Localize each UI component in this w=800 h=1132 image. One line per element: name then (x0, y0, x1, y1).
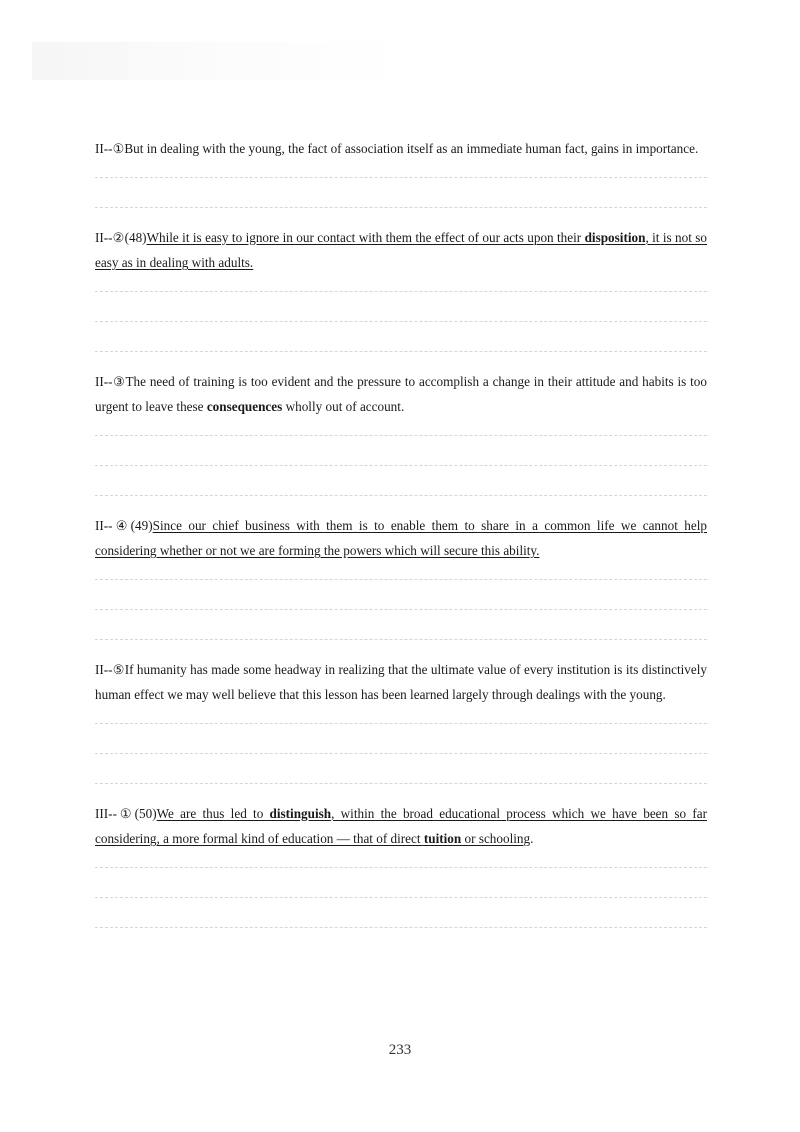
underlined-sentence-segment: tuition (423, 831, 462, 846)
answer-line[interactable] (95, 723, 707, 724)
answer-line[interactable] (95, 351, 707, 352)
answer-lines (95, 435, 707, 496)
answer-line[interactable] (95, 927, 707, 928)
sentence-segment: III--①(50) (95, 805, 157, 821)
answer-line[interactable] (95, 495, 707, 496)
answer-line[interactable] (95, 579, 707, 580)
answer-lines (95, 291, 707, 352)
answer-line[interactable] (95, 291, 707, 292)
answer-line[interactable] (95, 435, 707, 436)
exercise-block (95, 369, 707, 496)
sentence-paragraph (95, 513, 707, 564)
sentence-paragraph (95, 369, 707, 420)
underlined-sentence-segment: We are thus led to (156, 805, 270, 821)
exercise-block (95, 801, 707, 928)
sentence-segment: II--④(49) (95, 517, 153, 533)
answer-lines (95, 177, 707, 208)
answer-line[interactable] (95, 207, 707, 208)
exercise-block (95, 225, 707, 352)
underlined-sentence-segment: , within the broad educational process which we have been so far considering, a more formal kind of education — that of direct (95, 805, 707, 846)
underlined-sentence-segment: or schooling (461, 831, 531, 846)
answer-lines (95, 867, 707, 928)
underlined-sentence-segment: Since our chief business with them is to enable them to share in a common life we cannot help considering whether or not we are forming the powers which will secure this ability. (95, 517, 707, 558)
sentence-segment: II--②(48) (95, 229, 147, 245)
answer-line[interactable] (95, 609, 707, 610)
answer-line[interactable] (95, 177, 707, 178)
underlined-sentence-segment: While it is easy to ignore in our contact with them the effect of our acts upon their (146, 229, 585, 245)
exercise-block (95, 657, 707, 784)
underlined-sentence-segment: disposition (584, 229, 646, 245)
sentence-segment: II--①But in dealing with the young, the fact of association itself as an immediate human fact, gains in importance. (95, 141, 699, 156)
sentence-paragraph (95, 801, 707, 852)
sentence-paragraph (95, 225, 707, 276)
header-smudge (32, 42, 382, 80)
sentence-segment: II--⑤If humanity has made some headway in realizing that the ultimate value of every institution is its distinctively human effect we may well believe that this lesson has been learned largely through dealings with the young. (95, 661, 707, 702)
answer-line[interactable] (95, 867, 707, 868)
answer-line[interactable] (95, 783, 707, 784)
answer-lines (95, 579, 707, 640)
sentence-segment: . (530, 831, 534, 846)
sentence-paragraph (95, 136, 707, 162)
underlined-sentence-segment: , it is not so easy as in dealing with adults. (95, 229, 708, 270)
document-body (95, 136, 707, 945)
underlined-sentence-segment: distinguish (269, 805, 332, 821)
answer-line[interactable] (95, 639, 707, 640)
answer-lines (95, 723, 707, 784)
answer-line[interactable] (95, 753, 707, 754)
page-number: 233 (388, 1042, 412, 1058)
exercise-block (95, 513, 707, 640)
sentence-segment: consequences (206, 399, 283, 414)
sentence-paragraph (95, 657, 707, 708)
sentence-segment: II--③The need of training is too evident and the pressure to accomplish a change in their attitude and habits is too urgent to leave these (95, 373, 707, 414)
answer-line[interactable] (95, 465, 707, 466)
answer-line[interactable] (95, 321, 707, 322)
answer-line[interactable] (95, 897, 707, 898)
sentence-segment: wholly out of account. (282, 399, 405, 414)
exercise-block (95, 136, 707, 208)
